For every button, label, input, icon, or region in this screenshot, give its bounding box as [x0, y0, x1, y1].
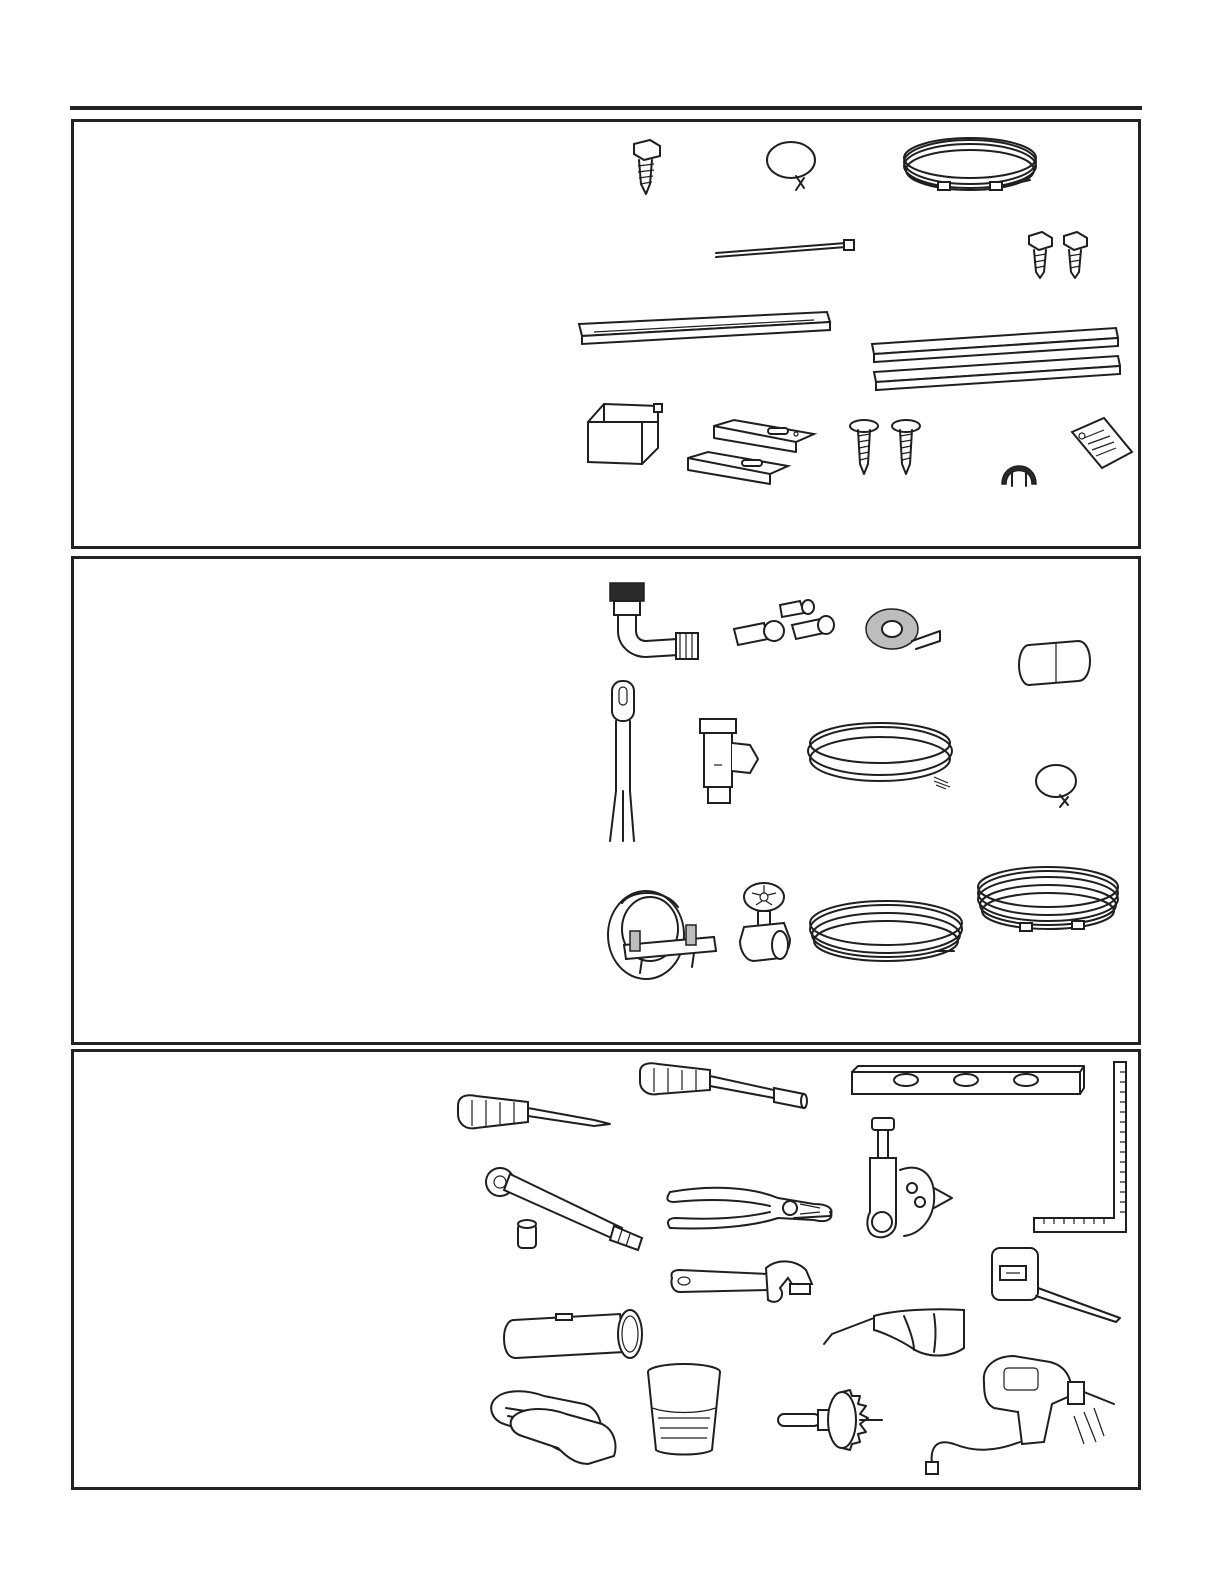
adjustable-wrench-icon [671, 1261, 812, 1301]
coiled-drain-hose-icon [904, 138, 1036, 190]
phillips-screwdriver-icon [458, 1095, 610, 1128]
flashlight-icon [504, 1310, 642, 1358]
power-drill-icon [926, 1356, 1114, 1474]
tools-needed-panel [71, 1049, 1141, 1490]
copper-tubing-coil-icon [808, 723, 952, 789]
braided-supply-line-icon [978, 867, 1118, 931]
safety-glasses-icon [824, 1309, 964, 1355]
wire-nuts-icon [734, 600, 834, 645]
drain-air-gap-icon [610, 681, 634, 841]
tape-roll-icon [866, 609, 940, 649]
parts-supplied-panel [71, 119, 1141, 549]
cable-tie-icon [716, 240, 854, 257]
cord-clip-icon [1002, 466, 1036, 486]
coupling-icon [1019, 641, 1090, 685]
tubing-cutter-icon [867, 1118, 952, 1237]
pliers-icon [667, 1188, 831, 1229]
shutoff-valve-icon [740, 883, 790, 961]
side-rail-icon [579, 312, 830, 344]
hose-clamp-icon [1036, 765, 1076, 807]
elbow-fitting-icon [610, 583, 698, 659]
page-top-rule [70, 106, 1142, 110]
hex-head-screw-icon [634, 140, 660, 194]
instruction-sheet-icon [1072, 418, 1132, 468]
pair-of-mounting-screws-icon [850, 420, 920, 474]
carpenter-level-icon [852, 1066, 1084, 1094]
mounting-brackets-icon [688, 420, 814, 484]
bucket-icon [648, 1364, 720, 1455]
materials-illustrations [74, 559, 1138, 1042]
pair-of-screws-icon [1029, 232, 1087, 278]
side-rail-pair-icon [872, 328, 1120, 390]
materials-needed-panel [71, 556, 1141, 1045]
tape-measure-icon [992, 1248, 1120, 1322]
tee-fitting-icon [700, 719, 758, 803]
nut-driver-icon [640, 1063, 807, 1108]
tools-illustrations [74, 1052, 1138, 1487]
hose-clamp-icon [767, 142, 815, 190]
strain-relief-connector-icon [608, 891, 716, 979]
ratchet-socket-icon [486, 1168, 642, 1250]
hole-saw-icon [778, 1390, 882, 1450]
junction-box-icon [588, 404, 662, 464]
work-gloves-icon [491, 1391, 615, 1464]
parts-illustrations [74, 122, 1138, 546]
flexible-tubing-coil-icon [810, 901, 962, 961]
